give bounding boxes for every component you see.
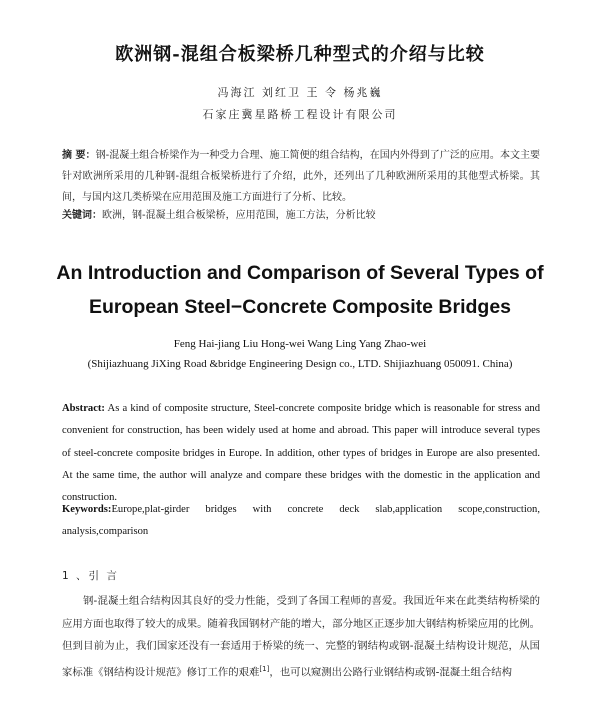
chinese-abstract-label: 摘 要： — [62, 150, 96, 161]
english-abstract — [62, 398, 540, 509]
english-abstract-label: Abstract: — [62, 403, 105, 414]
chinese-keywords-text: 欧洲，钢-混凝土组合板梁桥，应用范围，施工方法，分析比较 — [102, 210, 376, 221]
chinese-abstract-text: 钢-混凝土组合桥梁作为一种受力合理、施工简便的组合结构，在国内外得到了广泛的应用。本文主要针对欧洲所采用的几种钢-混组合板梁桥进行了介绍，此外，还列出了几种欧洲所采用的其他型式桥梁。其间，与国内这几类桥梁在应用范围及施工方面进行了分析、比较。 — [62, 150, 541, 203]
section-1-paragraph — [62, 590, 540, 683]
english-title-line-2: European Steel−Concrete Composite Bridges — [88, 296, 512, 318]
english-title-line-1: An Introduction and Comparison of Several Types of — [56, 262, 544, 284]
section-1-heading: 1 、引 言 — [62, 570, 119, 582]
english-abstract-text: As a kind of composite structure, Steel-concrete composite bridge which is reasonable for stress and convenient for construction, has been widely used at home and abroad. This paper will introduce several types of steel-concrete composite bridges in Europe. In addition, other types of bridges in Europe are also presented. At the same time, the author will analyze and compare these bridges with the domestic in the application and construction. — [62, 403, 540, 504]
chinese-abstract — [62, 145, 540, 208]
chinese-authors: 冯海江 刘红卫 王 令 杨兆巍 — [217, 86, 383, 99]
english-keywords — [62, 499, 540, 543]
chinese-keywords — [62, 208, 540, 224]
english-authors: Feng Hai-jiang Liu Hong-wei Wang Ling Yang Zhao-wei — [173, 338, 427, 350]
section-1-text-part-2: ，也可以窥测出公路行业钢结构或钢-混凝土组合结构 — [269, 665, 513, 678]
section-1-text-part-1: 钢-混凝土组合结构因其良好的受力性能，受到了各国工程师的喜爱。我国近年来在此类结构桥梁的应用方面也取得了较大的成果。随着我国钢材产能的增大，部分地区正逐步加大钢结构桥梁应用的比例。但到目前为止，我们国家还没有一套适用于桥梁的统一、完整的钢结构或钢-混凝土结构设计规范，从国家标准《钢结构设计规范》修订工作的艰难 — [62, 595, 540, 678]
chinese-affiliation: 石家庄冀星路桥工程设计有限公司 — [202, 108, 398, 121]
english-keywords-text: Europe,plat-girder bridges with concrete deck slab,application scope,construction, analysis,comparison — [62, 504, 540, 537]
english-affiliation: (Shijiazhuang JiXing Road &bridge Engineering Design co., LTD. Shijiazhuang 050091. China) — [87, 358, 513, 370]
chinese-title: 欧洲钢-混组合板梁桥几种型式的介绍与比较 — [115, 44, 485, 65]
chinese-keywords-label: 关键词： — [62, 210, 102, 221]
citation-reference[interactable]: [1] — [259, 664, 270, 673]
english-keywords-label: Keywords: — [62, 504, 112, 515]
